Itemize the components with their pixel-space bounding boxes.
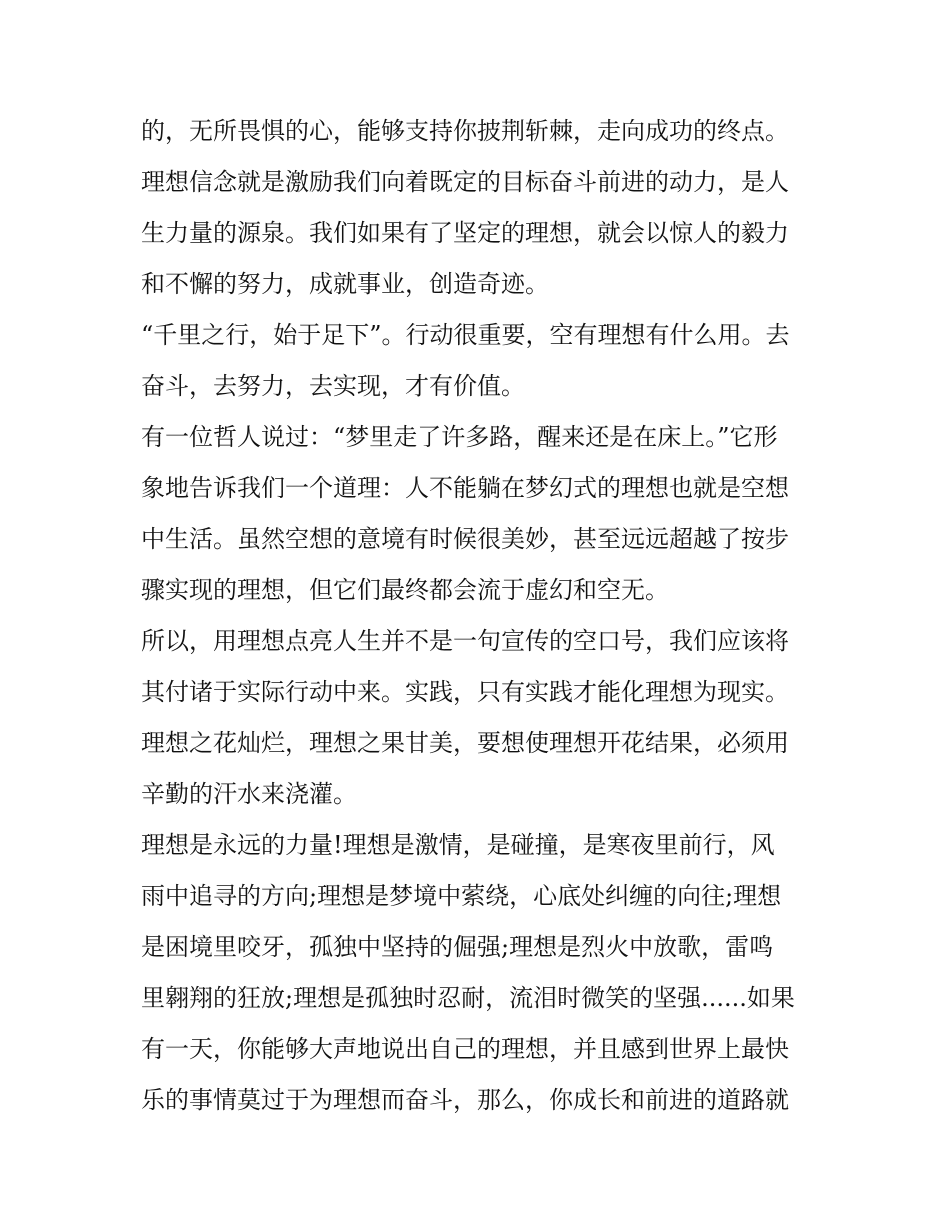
text-line: 中生活。虽然空想的意境有时候很美妙，甚至远远超越了按步 <box>141 525 789 553</box>
text-line: 象地告诉我们一个道理：人不能躺在梦幻式的理想也就是空想 <box>141 474 789 502</box>
text-line: 理想之花灿烂，理想之果甘美，要想使理想开花结果，必须用 <box>141 729 789 757</box>
text-line: 理想是永远的力量!理想是激情，是碰撞，是寒夜里前行，风 <box>141 831 775 859</box>
text-line: 乐的事情莫过于为理想而奋斗，那么，你成长和前进的道路就 <box>141 1086 789 1114</box>
text-line: 骤实现的理想，但它们最终都会流于虚幻和空无。 <box>141 576 669 604</box>
text-line: 和不懈的努力，成就事业，创造奇迹。 <box>141 270 549 298</box>
text-line: 的，无所畏惧的心，能够支持你披荆斩棘，走向成功的终点。 <box>141 117 789 145</box>
text-line: 有一天，你能够大声地说出自己的理想，并且感到世界上最快 <box>141 1035 789 1063</box>
text-line: 理想信念就是激励我们向着既定的目标奋斗前进的动力，是人 <box>141 168 789 196</box>
text-line: 有一位哲人说过：“梦里走了许多路，醒来还是在床上。”它形 <box>141 423 778 451</box>
text-line: 是困境里咬牙，孤独中坚持的倔强;理想是烈火中放歌，雷鸣 <box>141 933 774 961</box>
text-line: 奋斗，去努力，去实现，才有价值。 <box>141 372 525 400</box>
text-line: 辛勤的汗水来浇灌。 <box>141 780 357 808</box>
text-line: 所以，用理想点亮人生并不是一句宣传的空口号，我们应该将 <box>141 627 789 655</box>
document-body <box>141 106 813 1126</box>
text-line: 雨中追寻的方向;理想是梦境中萦绕，心底处纠缠的向往;理想 <box>141 882 782 910</box>
text-line: 其付诸于实际行动中来。实践，只有实践才能化理想为现实。 <box>141 678 789 706</box>
text-line: 里翱翔的狂放;理想是孤独时忍耐，流泪时微笑的坚强......如果 <box>141 984 795 1012</box>
text-line: 生力量的源泉。我们如果有了坚定的理想，就会以惊人的毅力 <box>141 219 789 247</box>
text-line: “千里之行，始于足下”。行动很重要，空有理想有什么用。去 <box>141 321 790 349</box>
